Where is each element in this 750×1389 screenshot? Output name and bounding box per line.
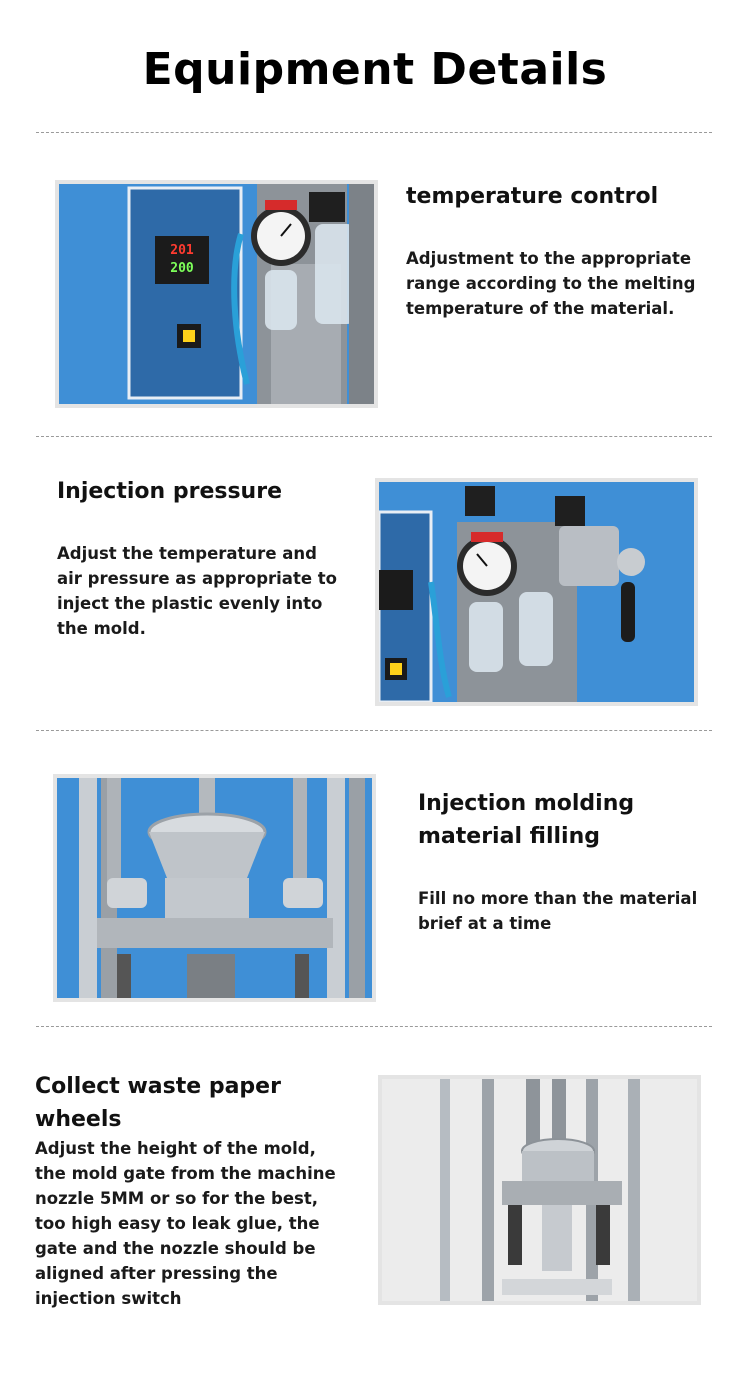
section-divider [36, 132, 712, 133]
section-heading: Collect waste paper wheels [35, 1074, 281, 1132]
section-body: Adjust the height of the mold, the mold gate from the machine nozzle 5MM or so for the best, too high easy to leak glue, the gate and the nozzle should be aligned after pressing the injection switch [35, 1139, 336, 1308]
section-body: Fill no more than the material brief at a time [418, 889, 698, 933]
section-divider [36, 1026, 712, 1027]
page-title: Equipment Details [142, 44, 608, 95]
section-body: Adjust the temperature and air pressure as appropriate to inject the plastic evenly into the mold. [57, 544, 337, 638]
section-divider [36, 730, 712, 731]
section-heading: Injection molding material filling [418, 791, 635, 849]
display-top-readout: 201 [170, 243, 194, 258]
section-divider [36, 436, 712, 437]
photo-waste-collection [378, 1075, 701, 1305]
display-bottom-readout: 200 [170, 261, 194, 276]
section-heading: Injection pressure [57, 479, 282, 504]
photo-injection-pressure [375, 478, 698, 706]
section-body: Adjustment to the appropriate range according to the melting temperature of the material. [406, 249, 696, 318]
photo-temperature-control [55, 180, 378, 408]
photo-material-filling [53, 774, 376, 1002]
section-heading: temperature control [406, 184, 659, 209]
